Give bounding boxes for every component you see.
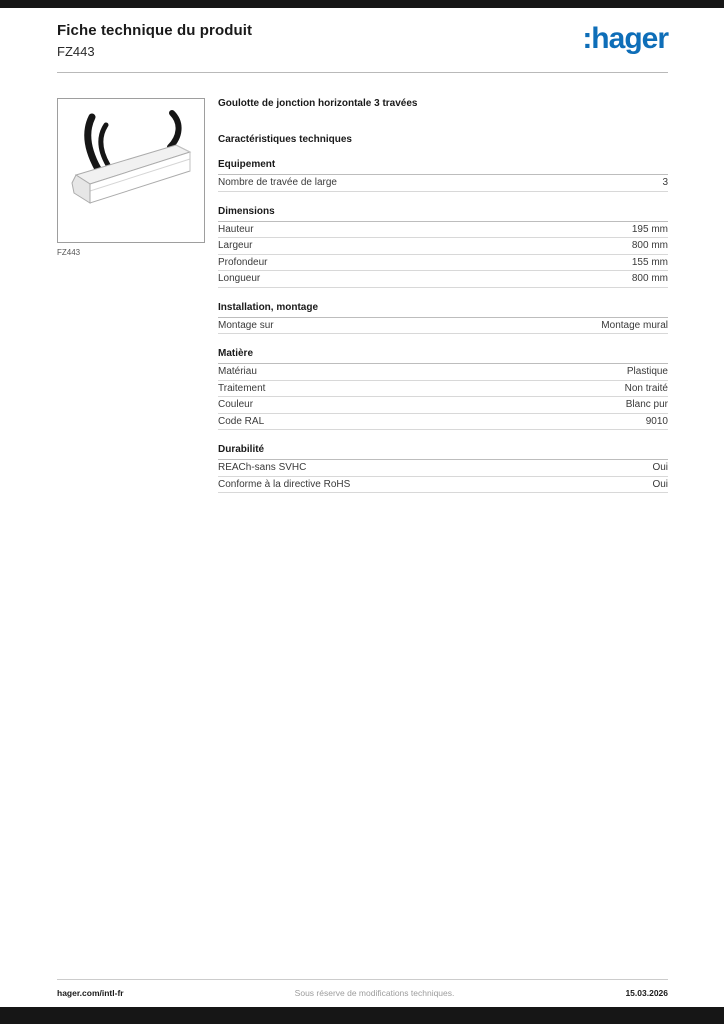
- spec-section: [218, 206, 668, 288]
- spec-section: [218, 348, 668, 430]
- spec-section-title: Durabilité: [218, 444, 668, 460]
- product-image-column: [57, 98, 205, 493]
- spec-row: [218, 255, 668, 272]
- spec-row: [218, 414, 668, 431]
- spec-label: Hauteur: [218, 223, 254, 235]
- spec-label: Matériau: [218, 366, 257, 377]
- product-image: [57, 98, 205, 243]
- spec-label: Longueur: [218, 273, 261, 284]
- spec-sections: [218, 159, 668, 493]
- footer-date: 15.03.2026: [625, 988, 668, 998]
- spec-value: 800 mm: [631, 273, 668, 284]
- spec-label: Traitement: [218, 382, 266, 394]
- footer: [0, 979, 724, 1024]
- spec-label: Montage sur: [218, 319, 274, 331]
- spec-row: [218, 222, 668, 239]
- spec-label: Largeur: [218, 240, 253, 251]
- product-code: FZ443: [57, 44, 95, 59]
- product-drawing-icon: [58, 99, 204, 242]
- spec-value: 155 mm: [631, 256, 668, 268]
- spec-row: [218, 397, 668, 414]
- spec-section-title: Equipement: [218, 159, 668, 175]
- spec-label: Nombre de travée de large: [218, 177, 337, 188]
- specs-title: Caractéristiques techniques: [218, 134, 352, 145]
- spec-value: Oui: [652, 462, 668, 473]
- spec-value: Plastique: [626, 366, 668, 377]
- spec-row: [218, 238, 668, 255]
- spec-value: Non traité: [624, 382, 668, 394]
- spec-value: 800 mm: [631, 240, 668, 251]
- spec-value: Montage mural: [601, 319, 668, 331]
- bottom-bar: [0, 1007, 724, 1024]
- spec-row: [218, 381, 668, 398]
- spec-row: [218, 271, 668, 288]
- spec-section-title: Installation, montage: [218, 302, 668, 318]
- hager-logo: :hager: [582, 22, 668, 55]
- spec-label: Profondeur: [218, 256, 268, 268]
- spec-value: Blanc pur: [625, 399, 668, 410]
- spec-section: [218, 159, 668, 192]
- spec-section-title: Dimensions: [218, 206, 668, 222]
- spec-row: [218, 364, 668, 381]
- header-titles: [57, 22, 252, 59]
- product-image-caption: FZ443: [57, 248, 81, 257]
- spec-value: 9010: [645, 415, 668, 427]
- spec-label: Couleur: [218, 399, 254, 410]
- spec-label: Code RAL: [218, 415, 265, 427]
- header: [0, 8, 724, 59]
- spec-section: [218, 444, 668, 493]
- specs-column: [218, 98, 668, 493]
- spec-value: 195 mm: [631, 223, 668, 235]
- spec-row: [218, 318, 668, 335]
- spec-row: [218, 460, 668, 477]
- spec-value: 3: [662, 177, 668, 188]
- spec-label: Conforme à la directive RoHS: [218, 478, 351, 490]
- footer-row: [0, 980, 724, 1007]
- spec-row: [218, 175, 668, 192]
- spec-row: [218, 477, 668, 494]
- footer-website-link[interactable]: hager.com/intl-fr: [57, 988, 124, 998]
- spec-section: [218, 302, 668, 335]
- main-content: [0, 73, 724, 493]
- page-title: Fiche technique du produit: [57, 22, 253, 39]
- spec-section-title: Matière: [218, 348, 668, 364]
- spec-label: REACh-sans SVHC: [218, 462, 307, 473]
- footer-disclaimer: Sous réserve de modifications techniques.: [294, 988, 455, 998]
- top-bar: [0, 0, 724, 8]
- spec-value: Oui: [652, 478, 668, 490]
- product-description: Goulotte de jonction horizontale 3 travées: [218, 98, 418, 109]
